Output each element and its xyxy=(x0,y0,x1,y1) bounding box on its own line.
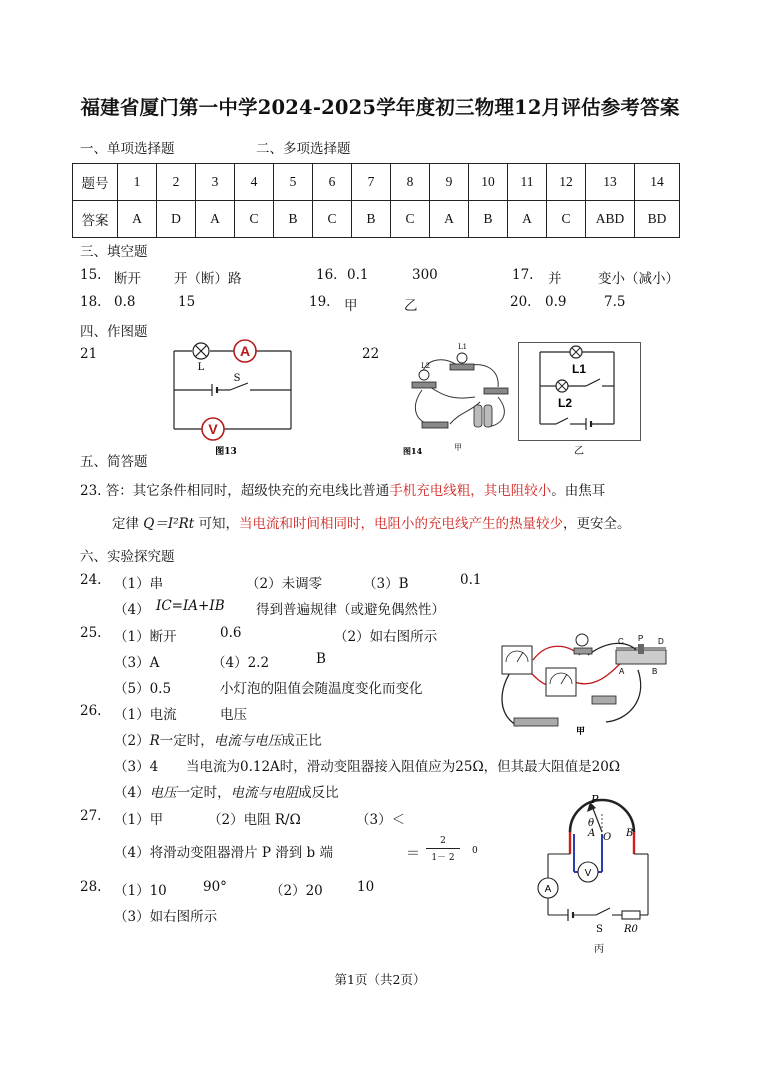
q23-lead: 23. 答：其它条件相同时，超级快充的充电线比普通 xyxy=(80,483,390,499)
q27-fraction-bottom: 1－ 2 xyxy=(431,853,455,863)
table-cell: A xyxy=(196,201,235,238)
q26-part4 xyxy=(114,781,339,801)
section-drawing: 四、作图题 xyxy=(80,324,148,340)
lamp-label: L xyxy=(197,362,205,373)
table-cell: A xyxy=(118,201,157,238)
q28-part3: （3）如右图所示 xyxy=(114,909,218,925)
table-cell: C xyxy=(313,201,352,238)
table-cell: BD xyxy=(635,201,680,238)
table-cell: 12 xyxy=(547,164,586,201)
voltmeter-label: V xyxy=(208,421,218,437)
yi-L1-label: L1 xyxy=(572,362,587,376)
q16-num: 16. xyxy=(316,267,338,283)
lamp-icon xyxy=(193,343,209,359)
q15-num: 15. xyxy=(80,267,102,283)
q20-answer-b: 7.5 xyxy=(604,294,626,310)
yi-caption: 乙 xyxy=(574,446,584,457)
jia-L2-label: L2 xyxy=(421,362,431,370)
q21-num: 21 xyxy=(80,346,98,362)
q25-fig-D: D xyxy=(658,637,664,646)
q26-part2-end: 成正比 xyxy=(281,733,322,749)
q28-fig-V: V xyxy=(584,868,592,879)
q26-part1b: 电压 xyxy=(220,707,247,723)
q27-part1: （1）甲 xyxy=(114,812,164,828)
q19-answer-b: 乙 xyxy=(404,298,418,314)
q18-answer-b: 15 xyxy=(178,294,196,310)
table-cell: 10 xyxy=(469,164,508,201)
section-experiment: 六、实验探究题 xyxy=(80,549,175,565)
q23-after1: 。由焦耳 xyxy=(551,483,606,499)
q22-num: 22 xyxy=(362,346,380,362)
table-cell: 4 xyxy=(235,164,274,201)
q28-figure-bing xyxy=(530,790,670,958)
lamp-icon xyxy=(556,380,568,392)
q28-fig-P: P xyxy=(591,793,599,806)
resistor-icon xyxy=(622,911,640,919)
q19-answer-a: 甲 xyxy=(344,298,358,314)
figure-14-jia-wiring xyxy=(400,342,518,458)
q25-num: 25. xyxy=(80,625,102,641)
q23-line2 xyxy=(112,512,631,532)
q24-part4b: 得到普遍规律（或避免偶然性） xyxy=(256,602,445,618)
q25-figure-jia xyxy=(488,630,684,738)
q23-line2-end: ，更安全。 xyxy=(563,516,631,532)
section-fill-blank: 三、填空题 xyxy=(80,244,148,260)
q23-key-point-2: 当电流和时间相同时，电阻小的充电线产生的热量较少 xyxy=(239,516,563,532)
table-cell: ABD xyxy=(586,201,635,238)
q23-line2-pre: 定律 xyxy=(112,516,139,532)
bulb-icon xyxy=(576,634,588,646)
q26-part1: （1）电流 xyxy=(114,707,177,723)
q25-part3: （3）A xyxy=(114,655,160,671)
lamp-icon xyxy=(570,346,582,358)
table-cell: 5 xyxy=(274,164,313,201)
q17-answer-a: 并 xyxy=(548,271,562,287)
table-cell: 6 xyxy=(313,164,352,201)
page-title: 福建省厦门第一中学2024-2025学年度初三物理12月评估参考答案 xyxy=(80,96,680,119)
table-cell: B xyxy=(352,201,391,238)
table-cell: 8 xyxy=(391,164,430,201)
switch-label: S xyxy=(233,373,241,384)
q25-part4b: B xyxy=(316,651,326,667)
bulb-icon xyxy=(457,353,467,363)
battery-icon xyxy=(212,384,217,396)
q16-answer-b: 300 xyxy=(412,267,438,283)
q26-part2-R: R xyxy=(149,733,160,749)
q26-part4-pre: （4） xyxy=(114,785,150,801)
table-cell: C xyxy=(391,201,430,238)
battery-icon xyxy=(514,718,558,726)
q17-answer-b: 变小（减小） xyxy=(598,271,679,287)
q28-fig-A: A xyxy=(588,828,596,839)
q26-part3: （3）4 xyxy=(114,759,159,775)
q25-fig-caption: 甲 xyxy=(576,727,586,737)
q26-part4-italic1: 电压 xyxy=(149,785,177,801)
q26-part2-italic: 电流与电压 xyxy=(213,733,282,749)
table-cell: A xyxy=(508,201,547,238)
q24-num: 24. xyxy=(80,572,102,588)
q27-part2: （2）电阻 R/Ω xyxy=(208,812,301,828)
q25-fig-C: C xyxy=(618,637,624,646)
section-multi-choice: 二、多项选择题 xyxy=(256,141,351,157)
q19-num: 19. xyxy=(309,294,331,310)
q27-num: 27. xyxy=(80,808,102,824)
table-header-a: 答案 xyxy=(73,201,118,238)
q24-part1: （1）串 xyxy=(114,576,164,592)
q27-fraction-bar xyxy=(426,848,460,849)
q16-answer-a: 0.1 xyxy=(347,267,369,283)
table-cell: C xyxy=(235,201,274,238)
q25-fig-B: B xyxy=(652,667,658,676)
table-cell: D xyxy=(157,201,196,238)
q25-fig-A: A xyxy=(619,667,625,676)
q28-part1b: 90° xyxy=(203,879,227,895)
q26-part2 xyxy=(114,729,322,749)
q25-part5: （5）0.5 xyxy=(114,681,172,697)
q20-answer-a: 0.9 xyxy=(545,294,567,310)
answer-table xyxy=(72,163,680,238)
figure-13-circuit xyxy=(160,338,300,458)
table-cell: 3 xyxy=(196,164,235,201)
q23-key-point-1: 手机充电线粗，其电阻较小 xyxy=(389,483,552,499)
q26-part2-pre: （2） xyxy=(114,733,150,749)
q17-num: 17. xyxy=(512,267,534,283)
q27-equals: ＝ xyxy=(406,846,420,862)
q15-answer-a: 断开 xyxy=(114,271,141,287)
q27-part3: （3）＜ xyxy=(356,812,406,828)
q28-fig-S: S xyxy=(596,924,603,935)
q24-formula: IC=IA+IB xyxy=(156,598,225,614)
ammeter-label: A xyxy=(239,343,251,359)
q25-fig-P: P xyxy=(638,634,644,643)
q23-formula: Q＝I²Rt xyxy=(143,516,195,532)
q23-line1 xyxy=(80,479,605,499)
table-cell: 14 xyxy=(635,164,680,201)
q27-subscript: 0 xyxy=(472,846,478,856)
q25-part1b: 0.6 xyxy=(220,625,242,641)
q25-part5b: 小灯泡的阻值会随温度变化而变化 xyxy=(220,681,423,697)
q26-part4-end: 成反比 xyxy=(298,785,339,801)
q25-part4: （4）2.2 xyxy=(212,655,270,671)
q24-part3: （3）B xyxy=(363,576,409,592)
table-cell: B xyxy=(274,201,313,238)
table-cell: 13 xyxy=(586,164,635,201)
q28-part2b: 10 xyxy=(357,879,375,895)
q25-part2: （2）如右图所示 xyxy=(334,629,438,645)
table-row-numbers xyxy=(73,164,680,201)
q26-part4-italic2: 电流与电阻 xyxy=(230,785,299,801)
q28-fig-R0: R0 xyxy=(624,924,638,935)
q23-line2-mid: 可知， xyxy=(198,516,239,532)
q28-fig-B: B xyxy=(626,828,634,839)
q18-num: 18. xyxy=(80,294,102,310)
jia-L1-label: L1 xyxy=(458,343,468,351)
q26-part3b: 当电流为0.12A时，滑动变阻器接入阻值应为25Ω，但其最大阻值是20Ω xyxy=(186,759,621,775)
q26-part4-mid: 一定时， xyxy=(176,785,231,801)
q28-fig-caption: 丙 xyxy=(594,944,604,955)
table-header-q: 题号 xyxy=(73,164,118,201)
yi-L2-label: L2 xyxy=(558,396,573,410)
q26-num: 26. xyxy=(80,703,102,719)
q25-part1: （1）断开 xyxy=(114,629,177,645)
q27-part4: （4）将滑动变阻器滑片 P 滑到 b 端 xyxy=(114,845,333,861)
q26-part2-mid: 一定时， xyxy=(159,733,214,749)
table-cell: B xyxy=(469,201,508,238)
bulb-icon xyxy=(419,370,429,380)
page-footer: 第1页（共2页） xyxy=(334,972,426,987)
table-row-answers xyxy=(73,201,680,238)
q24-part3b: 0.1 xyxy=(460,572,482,588)
q28-num: 28. xyxy=(80,879,102,895)
q24-part2: （2）未调零 xyxy=(246,576,323,592)
q15-answer-b: 开（断）路 xyxy=(174,271,242,287)
section-short-answer: 五、简答题 xyxy=(80,454,148,470)
q20-num: 20. xyxy=(510,294,532,310)
table-cell: 11 xyxy=(508,164,547,201)
section-single-choice: 一、单项选择题 xyxy=(80,141,175,157)
q28-part1: （1）10 xyxy=(114,883,167,899)
table-cell: C xyxy=(547,201,586,238)
table-cell: 9 xyxy=(430,164,469,201)
q27-fraction-top: 2 xyxy=(440,836,446,846)
q18-answer-a: 0.8 xyxy=(114,294,136,310)
q28-fig-theta: θ xyxy=(588,818,595,829)
q24-part4: （4） xyxy=(114,602,150,618)
jia-caption: 甲 xyxy=(454,443,462,452)
q28-fig-O: O xyxy=(603,832,612,843)
figure-14-yi-schematic xyxy=(518,342,642,458)
figure-14-caption: 图14 xyxy=(403,446,423,456)
switch-icon xyxy=(592,696,616,704)
table-cell: A xyxy=(430,201,469,238)
q28-part2: （2）20 xyxy=(270,883,323,899)
figure-13-caption: 图13 xyxy=(215,447,237,457)
table-cell: 1 xyxy=(118,164,157,201)
table-cell: 2 xyxy=(157,164,196,201)
q28-fig-Am: A xyxy=(544,884,552,895)
table-cell: 7 xyxy=(352,164,391,201)
